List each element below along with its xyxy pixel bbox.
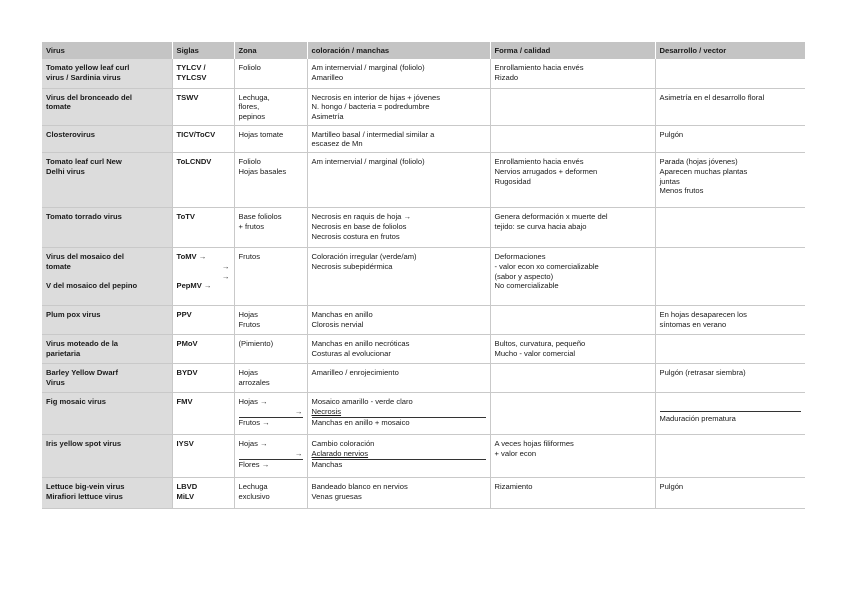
virus-line: Iris yellow spot virus [46, 439, 122, 449]
zona-line: exclusivo [238, 491, 270, 501]
siglas-line: PMoV [176, 339, 198, 349]
cell-virus [42, 153, 172, 208]
desarrollo-line: Pulgón [659, 129, 684, 139]
virus-line: Mirafiori lettuce virus [46, 491, 123, 501]
cell-virus [42, 335, 172, 364]
cell-forma [490, 306, 655, 335]
cell-coloracion [307, 335, 490, 364]
coloracion-line: Necrosis [312, 407, 486, 418]
zona-line: + frutos [238, 221, 265, 231]
zona-line: arrozales [238, 377, 270, 387]
cell-desarrollo [655, 125, 805, 152]
cell-coloracion [307, 153, 490, 208]
cell-forma [490, 364, 655, 393]
virus-line: Lettuce big-vein virus [46, 482, 125, 492]
desarrollo-line: Pulgón [659, 482, 684, 492]
header-row [42, 42, 805, 59]
desarrollo-line: En hojas desaparecen los [659, 310, 747, 320]
coloracion-line: Manchas en anillo [311, 310, 373, 320]
zona-line: → [239, 407, 303, 418]
cell-siglas [172, 248, 234, 306]
table-row [42, 59, 805, 88]
forma-line: Deformaciones [494, 252, 546, 262]
cell-desarrollo [655, 208, 805, 248]
virus-line: Virus del bronceado del [46, 92, 132, 102]
siglas-line: ToTV [176, 212, 195, 222]
cell-forma [490, 478, 655, 509]
desarrollo-line: Menos frutos [659, 186, 704, 196]
header-siglas: Siglas [172, 42, 234, 59]
virus-line: Delhi virus [46, 166, 85, 176]
desarrollo-line: síntomas en verano [659, 319, 727, 329]
virus-line: Plum pox virus [46, 310, 101, 320]
cell-zona [234, 435, 307, 478]
forma-line: Enrollamiento hacia envés [494, 63, 584, 72]
cell-zona [234, 478, 307, 509]
coloracion-line: Am internervial / marginal (foliolo) [311, 157, 425, 167]
cell-coloracion [307, 364, 490, 393]
header-zona: Zona [234, 42, 307, 59]
desarrollo-line: Pulgón (retrasar siembra) [659, 368, 746, 378]
forma-line: A veces hojas filiformes [494, 439, 574, 449]
table-row [42, 478, 805, 509]
cell-forma [490, 248, 655, 306]
cell-zona [234, 88, 307, 125]
forma-line: + valor econ [494, 448, 537, 458]
cell-coloracion [307, 248, 490, 306]
cell-desarrollo [655, 435, 805, 478]
zona-line: Hojas [238, 310, 258, 320]
siglas-line: LBVD [176, 482, 198, 492]
cell-zona [234, 248, 307, 306]
cell-forma [490, 393, 655, 435]
header-desarrollo: Desarrollo / vector [655, 42, 805, 59]
cell-zona [234, 125, 307, 152]
virus-line: Virus moteado de la [46, 339, 119, 349]
header-forma: Forma / calidad [490, 42, 655, 59]
virus-line: Virus del mosaico del [46, 252, 124, 262]
cell-siglas [172, 306, 234, 335]
zona-line: Base foliolos [238, 212, 282, 222]
zona-line: → [239, 449, 303, 460]
zona-line: Foliolo [238, 157, 261, 167]
forma-line: Mucho - valor comercial [494, 348, 576, 358]
zona-line: pepinos [238, 111, 266, 121]
virus-line: Barley Yellow Dwarf [46, 368, 119, 378]
cell-desarrollo [655, 248, 805, 306]
coloracion-line: Cambio coloración [311, 439, 375, 449]
zona-line: Frutos [238, 252, 261, 262]
desarrollo-line: juntas [659, 176, 680, 186]
forma-line: Genera deformación x muerte del [494, 212, 608, 222]
cell-virus [42, 435, 172, 478]
virus-line: virus / Sardinia virus [46, 72, 121, 82]
cell-coloracion [307, 393, 490, 435]
cell-coloracion [307, 478, 490, 509]
siglas-line: → [221, 271, 230, 281]
coloracion-line: Amarilleo [311, 72, 344, 82]
coloracion-line: Aclarado nervios [312, 449, 486, 460]
cell-zona [234, 153, 307, 208]
cell-siglas [172, 393, 234, 435]
zona-line: Lechuga, [238, 92, 270, 102]
coloracion-line: Martilleo basal / intermedial similar a [311, 129, 435, 139]
cell-siglas [172, 88, 234, 125]
table-row [42, 88, 805, 125]
cell-desarrollo [655, 364, 805, 393]
cell-virus [42, 306, 172, 335]
desarrollo-line: Parada (hojas jóvenes) [659, 157, 738, 167]
cell-virus [42, 248, 172, 306]
desarrollo-line: Aparecen muchas plantas [659, 166, 748, 176]
cell-siglas [172, 153, 234, 208]
table-row [42, 153, 805, 208]
coloracion-line: Necrosis en raquis de hoja → [311, 212, 412, 222]
cell-forma [490, 88, 655, 125]
zona-line: Hojas tomate [238, 129, 284, 139]
spacer [46, 272, 168, 281]
virus-table [42, 42, 805, 509]
siglas-line: TYLCSV [176, 72, 207, 82]
coloracion-line: Manchas en anillo + mosaico [311, 417, 410, 427]
cell-virus [42, 59, 172, 88]
coloracion-line: Necrosis costura en frutos [311, 231, 400, 241]
desarrollo-line: Maduración prematura [659, 414, 736, 424]
cell-virus [42, 393, 172, 435]
cell-forma [490, 125, 655, 152]
table-row [42, 335, 805, 364]
siglas-line: PPV [176, 310, 192, 320]
forma-line: - valor econ xo comercializable [494, 261, 599, 271]
cell-virus [42, 478, 172, 509]
cell-coloracion [307, 435, 490, 478]
cell-desarrollo [655, 153, 805, 208]
zona-line: Hojas basales [238, 166, 287, 176]
siglas-line: ToLCNDV [176, 157, 212, 167]
virus-line: Tomato yellow leaf curl [46, 63, 130, 72]
header-virus: Virus [42, 42, 172, 59]
coloracion-line: Clorosis nervial [311, 319, 364, 329]
cell-desarrollo [655, 478, 805, 509]
cell-zona [234, 306, 307, 335]
cell-siglas [172, 435, 234, 478]
cell-siglas [172, 478, 234, 509]
table-row [42, 208, 805, 248]
coloracion-line: Venas gruesas [311, 491, 362, 501]
forma-line: Rizamiento [494, 482, 533, 492]
forma-line: Nervios arrugados + deformen [494, 166, 598, 176]
siglas-line: TYLCV / [176, 63, 206, 72]
cell-zona [234, 208, 307, 248]
cell-virus [42, 125, 172, 152]
cell-desarrollo [655, 59, 805, 88]
forma-line: Enrollamiento hacia envés [494, 157, 584, 167]
cell-zona [234, 364, 307, 393]
virus-line: Fig mosaic virus [46, 397, 106, 407]
zona-line: Frutos [238, 319, 261, 329]
table-row [42, 364, 805, 393]
cell-desarrollo [655, 88, 805, 125]
cell-zona [234, 59, 307, 88]
cell-siglas [172, 335, 234, 364]
cell-coloracion [307, 88, 490, 125]
siglas-line: ToMV → [176, 252, 207, 262]
zona-line: (Pimiento) [238, 339, 274, 349]
zona-line: Flores → [238, 459, 270, 469]
siglas-line: TSWV [176, 92, 199, 102]
coloracion-line: Necrosis subepidérmica [311, 261, 393, 271]
siglas-line: TICV/ToCV [176, 129, 216, 139]
table-row [42, 393, 805, 435]
coloracion-line: Costuras al evolucionar [311, 348, 391, 358]
cell-forma [490, 208, 655, 248]
cell-virus [42, 88, 172, 125]
coloracion-line: Manchas [311, 459, 343, 469]
cell-forma [490, 335, 655, 364]
coloracion-line: Amarilleo / enrojecimiento [311, 368, 399, 378]
coloracion-line: Mosaico amarillo - verde claro [311, 397, 413, 407]
table-row [42, 248, 805, 306]
virus-line: V del mosaico del pepino [46, 280, 138, 290]
cell-forma [490, 153, 655, 208]
coloracion-line: Coloración irregular (verde/am) [311, 252, 417, 262]
cell-siglas [172, 364, 234, 393]
forma-line: Bultos, curvatura, pequeño [494, 339, 586, 349]
virus-line: Tomato leaf curl New [46, 157, 122, 167]
cell-coloracion [307, 208, 490, 248]
forma-line: tejido: se curva hacia abajo [494, 221, 587, 231]
cell-forma [490, 435, 655, 478]
virus-line: tomate [46, 261, 71, 271]
table-body [42, 59, 805, 509]
siglas-line: → [221, 261, 230, 271]
cell-desarrollo [655, 306, 805, 335]
forma-line: Rugosidad [494, 176, 531, 186]
siglas-line: BYDV [176, 368, 198, 378]
cell-coloracion [307, 125, 490, 152]
cell-desarrollo [655, 393, 805, 435]
virus-line: Tomato torrado virus [46, 212, 122, 222]
coloracion-line: Necrosis en base de foliolos [311, 221, 407, 231]
cell-coloracion [307, 59, 490, 88]
virus-line: parietaria [46, 348, 81, 358]
coloracion-line: Manchas en anillo necróticas [311, 339, 410, 349]
spacer [660, 397, 802, 411]
cell-zona [234, 335, 307, 364]
coloracion-line: Necrosis en interior de hijas + jóvenes [311, 92, 441, 102]
virus-line: tomate [46, 102, 71, 112]
desarrollo-line: Asimetría en el desarrollo floral [659, 92, 765, 102]
table-row [42, 125, 805, 152]
siglas-line: PepMV → [176, 281, 212, 291]
cell-virus [42, 364, 172, 393]
siglas-line: IYSV [176, 439, 194, 449]
coloracion-line: Am internervial / marginal (foliolo) [311, 63, 425, 72]
table-row [42, 435, 805, 478]
virus-line: Virus [46, 377, 65, 387]
header-coloracion: coloración / manchas [307, 42, 490, 59]
table-row [42, 306, 805, 335]
forma-line: Rizado [494, 72, 519, 82]
cell-forma [490, 59, 655, 88]
cell-zona [234, 393, 307, 435]
coloracion-line: escasez de Mn [311, 139, 363, 149]
cell-siglas [172, 208, 234, 248]
forma-line: (sabor y aspecto) [494, 271, 554, 281]
cell-desarrollo [655, 335, 805, 364]
zona-line: Hojas → [238, 397, 268, 407]
zona-line: Frutos → [238, 417, 270, 427]
cell-siglas [172, 59, 234, 88]
zona-line: Lechuga [238, 482, 268, 492]
forma-line: No comercializable [494, 281, 559, 291]
zona-line: flores, [238, 102, 260, 112]
coloracion-line: Bandeado blanco en nervios [311, 482, 408, 492]
virus-line: Closterovirus [46, 129, 95, 139]
cell-siglas [172, 125, 234, 152]
cell-coloracion [307, 306, 490, 335]
zona-line: Foliolo [238, 63, 261, 72]
zona-line: Hojas → [238, 439, 268, 449]
siglas-line: FMV [176, 397, 193, 407]
cell-virus [42, 208, 172, 248]
coloracion-line: Asimetría [311, 111, 344, 121]
table-header [42, 42, 805, 59]
divider [660, 411, 802, 412]
siglas-line: MiLV [176, 491, 195, 501]
coloracion-line: N. hongo / bacteria = podredumbre [311, 102, 430, 112]
zona-line: Hojas [238, 368, 258, 378]
